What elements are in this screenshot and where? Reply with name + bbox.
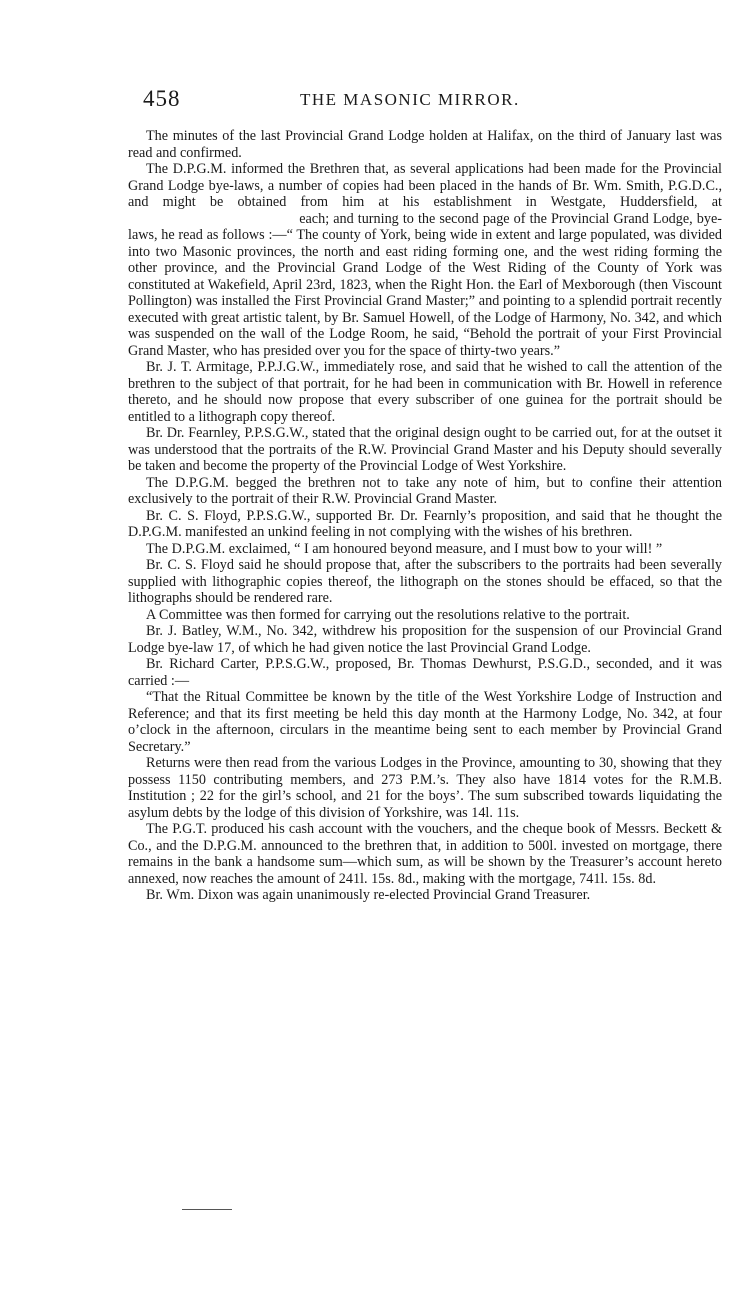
paragraph-dixon: Br. Wm. Dixon was again unanimously re-elected Provincial Grand Treasurer. bbox=[146, 887, 591, 903]
article-body bbox=[128, 128, 722, 904]
paragraph-bye-laws: The D.P.G.M. informed the Brethren that, as several applications had been made for the Provincial Grand Lodge bye-laws, a number of copies had been placed in the hands of Br. Wm. Smith, P.G.D.C., and might be obtained from him at his establishment in Westgate, Huddersfield, at each; and turning to the second page of the Provincial Grand Lodge, bye-laws, he read as follows :—“ The county of York, being wide in extent and large populated, was divided into two Masonic provinces, the north and east riding forming one, and the west riding forming the other province, and the Provincial Grand Lodge of the West Riding of the County of York was constituted at Wakefield, April 23rd, 1823, when the Right Hon. the Earl of Mexborough (then Viscount Pollington) was installed the First Provincial Grand Master;” and pointing to a splendid portrait recently executed with great artistic talent, by Br. Samuel Howell, of the Lodge of Harmony, No. 342, and which was suspended on the wall of the Lodge Room, he said, “Behold the portrait of your First Provincial Grand Master, who has presided over you for the space of thirty-two years.” bbox=[128, 161, 722, 359]
paragraph-carter: Br. Richard Carter, P.P.S.G.W., proposed, Br. Thomas Dewhurst, P.S.G.D., seconded, and it was carried :— bbox=[128, 656, 722, 689]
page-number: 458 bbox=[143, 86, 181, 111]
paragraph-floyd-supported: Br. C. S. Floyd, P.P.S.G.W., supported Br. Dr. Fearnly’s proposition, and said that he thought the D.P.G.M. manifested an unkind feeling in not complying with the wishes of his brethren. bbox=[128, 507, 722, 540]
paragraph-dpgm-exclaimed: The D.P.G.M. exclaimed, “ I am honoured beyond measure, and I must bow to your will! ” bbox=[146, 540, 663, 557]
paragraph-floyd-propose: Br. C. S. Floyd said he should propose that, after the subscribers to the portraits had been severally supplied with lithographic copies thereof, the lithograph on the stones should be effaced, so that the lithographs should be rendered rare. bbox=[128, 557, 722, 606]
paragraph-resolution-quote: “That the Ritual Committee be known by the title of the West Yorkshire Lodge of Instruction and Reference; and that its first meeting be held this day month at the Harmony Lodge, No. 342, at four o’clock in the afternoon, circulars in the meantime being sent to each member by Provincial Grand Secretary.” bbox=[128, 689, 722, 755]
paragraph-armitage: Br. J. T. Armitage, P.P.J.G.W., immediately rose, and said that he wished to call the attention of the brethren to the subject of that portrait, for he had been in communication with Br. Howell in reference thereto, and he should now propose that every subscriber of one guinea for the portrait should be entitled to a lithograph copy thereof. bbox=[128, 359, 722, 425]
end-rule bbox=[182, 1209, 232, 1210]
running-title: THE MASONIC MIRROR. bbox=[300, 90, 520, 109]
paragraph-cash-account: The P.G.T. produced his cash account with the vouchers, and the cheque book of Messrs. Beckett & Co., and the D.P.G.M. announced to the brethren that, in addition to 500l. invested on mortgage, there remains in the bank a handsome sum—which sum, as will be shown by the Treasurer’s account hereto annexed, now reaches the amount of 241l. 15s. 8d., making with the mortgage, 741l. 15s. 8d. bbox=[128, 821, 722, 887]
paragraph-batley: Br. J. Batley, W.M., No. 342, withdrew his proposition for the suspension of our Provincial Grand Lodge bye-law 17, of which he had given notice the last Provincial Grand Lodge. bbox=[128, 623, 722, 656]
paragraph-returns: Returns were then read from the various Lodges in the Province, amounting to 30, showing that they possess 1150 contributing members, and 273 P.M.’s. They also have 1814 votes for the R.M.B. Institution ; 22 for the girl’s school, and 21 for the boys’. The sum subscribed towards liquidating the asylum debts by the lodge of this division of Yorkshire, was 14l. 11s. bbox=[128, 755, 722, 821]
paragraph-committee: A Committee was then formed for carrying out the resolutions relative to the portrait. bbox=[146, 606, 630, 623]
paragraph-dpgm-begged: The D.P.G.M. begged the brethren not to take any note of him, but to confine their attention exclusively to the portrait of their R.W. Provincial Grand Master. bbox=[128, 474, 722, 507]
paragraph-minutes: The minutes of the last Provincial Grand Lodge holden at Halifax, on the third of January last was read and confirmed. bbox=[128, 128, 722, 161]
paragraph-fearnley: Br. Dr. Fearnley, P.P.S.G.W., stated that the original design ought to be carried out, for at the outset it was understood that the portraits of the R.W. Provincial Grand Master and his Deputy should severally be taken and become the property of the Provincial Lodge of West Yorkshire. bbox=[128, 425, 722, 474]
